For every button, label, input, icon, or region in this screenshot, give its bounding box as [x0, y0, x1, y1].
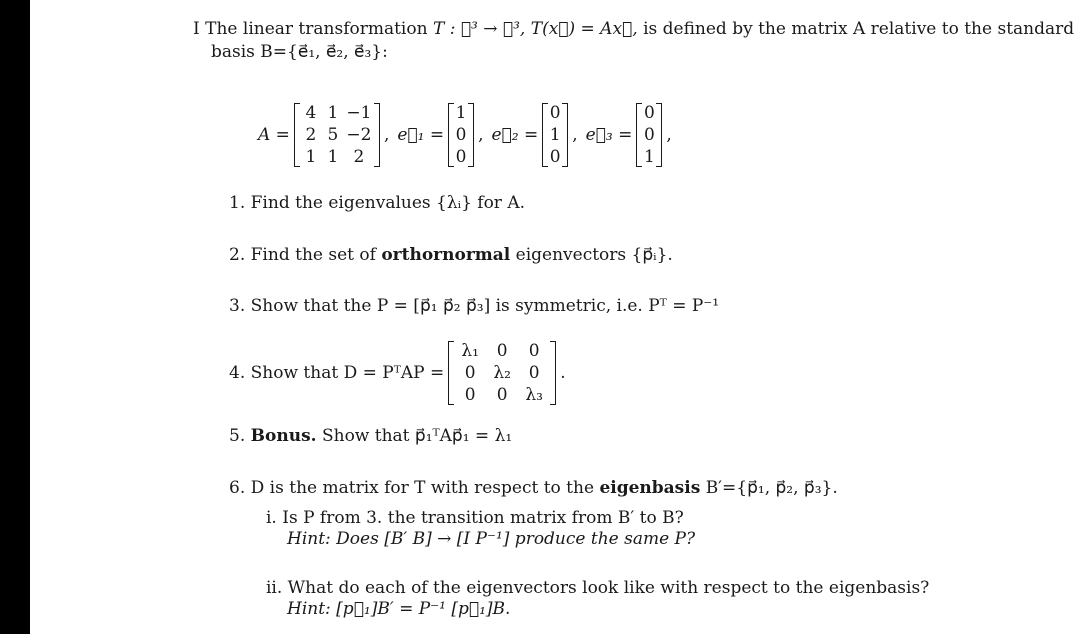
matrix-a-cell-0-1: 1	[327, 103, 339, 123]
question-1: 1. Find the eigenvalues {λᵢ} for A.	[229, 193, 526, 213]
basis-vector-3-cell-1-0: 0	[643, 125, 655, 145]
basis-e1-label: e⃗₁ =	[397, 125, 445, 145]
basis-vector-2-cell-0-0: 0	[549, 103, 561, 123]
matrix-d-cell-2-0: 0	[464, 385, 476, 405]
intro-line-2: basis B={e⃗₁, e⃗₂, e⃗₃}:	[211, 42, 388, 62]
section-numeral: I	[193, 19, 200, 39]
subquestion-ii: ii. What do each of the eigenvectors look like with respect to the eigenbasis?	[266, 578, 930, 598]
basis-e2-label: e⃗₂ =	[491, 125, 539, 145]
intro-line-1: I The linear transformation T : ℜ³ → ℜ³, T(x⃗) = Ax⃗, is defined by the matrix A relative to the standard	[193, 19, 1075, 39]
matrix-a-cell-2-2: 2	[353, 147, 365, 167]
matrix-d-cell-2-2: λ₃	[525, 385, 543, 405]
basis-vector-3-cell-2-0: 1	[643, 147, 655, 167]
question-3: 3. Show that the P = [p⃗₁ p⃗₂ p⃗₃] is symmetric, i.e. Pᵀ = P⁻¹	[229, 296, 720, 316]
matrix-a-cell-0-2: −1	[346, 103, 372, 123]
basis-vector-e2	[542, 103, 568, 167]
question-2: 2. Find the set of orthornormal eigenvectors {p⃗ᵢ}.	[229, 245, 673, 265]
diagonal-matrix-d	[448, 341, 556, 405]
question-6: 6. D is the matrix for T with respect to the eigenbasis B′={p⃗₁, p⃗₂, p⃗₃}.	[229, 478, 838, 498]
basis-vector-1-cell-0-0: 1	[455, 103, 467, 123]
matrix-a-cell-2-1: 1	[327, 147, 339, 167]
question-5: 5. Bonus. Show that p⃗₁ᵀAp⃗₁ = λ₁	[229, 426, 513, 446]
matrix-a	[294, 103, 380, 167]
basis-vector-e1	[448, 103, 474, 167]
matrix-a-cell-0-0: 4	[305, 103, 317, 123]
matrix-d-cell-0-0: λ₁	[461, 341, 479, 361]
basis-vector-3-cell-0-0: 0	[643, 103, 655, 123]
basis-vector-1-cell-1-0: 0	[455, 125, 467, 145]
subquestion-i: i. Is P from 3. the transition matrix from B′ to B?	[266, 508, 684, 528]
basis-vector-1-cell-2-0: 0	[455, 147, 467, 167]
basis-vector-2-cell-2-0: 0	[549, 147, 561, 167]
matrix-d-cell-1-0: 0	[464, 363, 476, 383]
question-4: 4. Show that D = PᵀAP = λ₁ 0 0 0 λ₂ 0 0 0 λ₃ .	[229, 341, 566, 405]
subquestion-ii-hint: Hint: [p⃗₁]B′ = P⁻¹ [p⃗₁]B.	[287, 599, 511, 619]
matrix-d-cell-0-2: 0	[528, 341, 540, 361]
matrix-a-cell-1-0: 2	[305, 125, 317, 145]
matrix-d-cell-1-1: λ₂	[493, 363, 511, 383]
matrix-d-cell-2-1: 0	[496, 385, 508, 405]
matrix-d-cell-1-2: 0	[528, 363, 540, 383]
matrix-equation-row: A = 4 1 −1 2 5 −2 1 1 2 , e⃗₁ = 1 0 0 , e⃗₂ = 0 1 0 , e⃗₃ = 0 0 1 ,	[258, 103, 672, 167]
matrix-d-cell-0-1: 0	[496, 341, 508, 361]
matrix-a-cell-1-1: 5	[327, 125, 339, 145]
basis-vector-2-cell-1-0: 1	[549, 125, 561, 145]
basis-e3-label: e⃗₃ =	[585, 125, 633, 145]
subquestion-i-hint: Hint: Does [B′ B] → [I P⁻¹] produce the same P?	[287, 529, 696, 549]
basis-vector-e3	[636, 103, 662, 167]
matrix-a-cell-1-2: −2	[346, 125, 372, 145]
matrix-a-cell-2-0: 1	[305, 147, 317, 167]
left-border-strip	[0, 0, 30, 634]
matrix-a-label: A =	[258, 125, 290, 145]
